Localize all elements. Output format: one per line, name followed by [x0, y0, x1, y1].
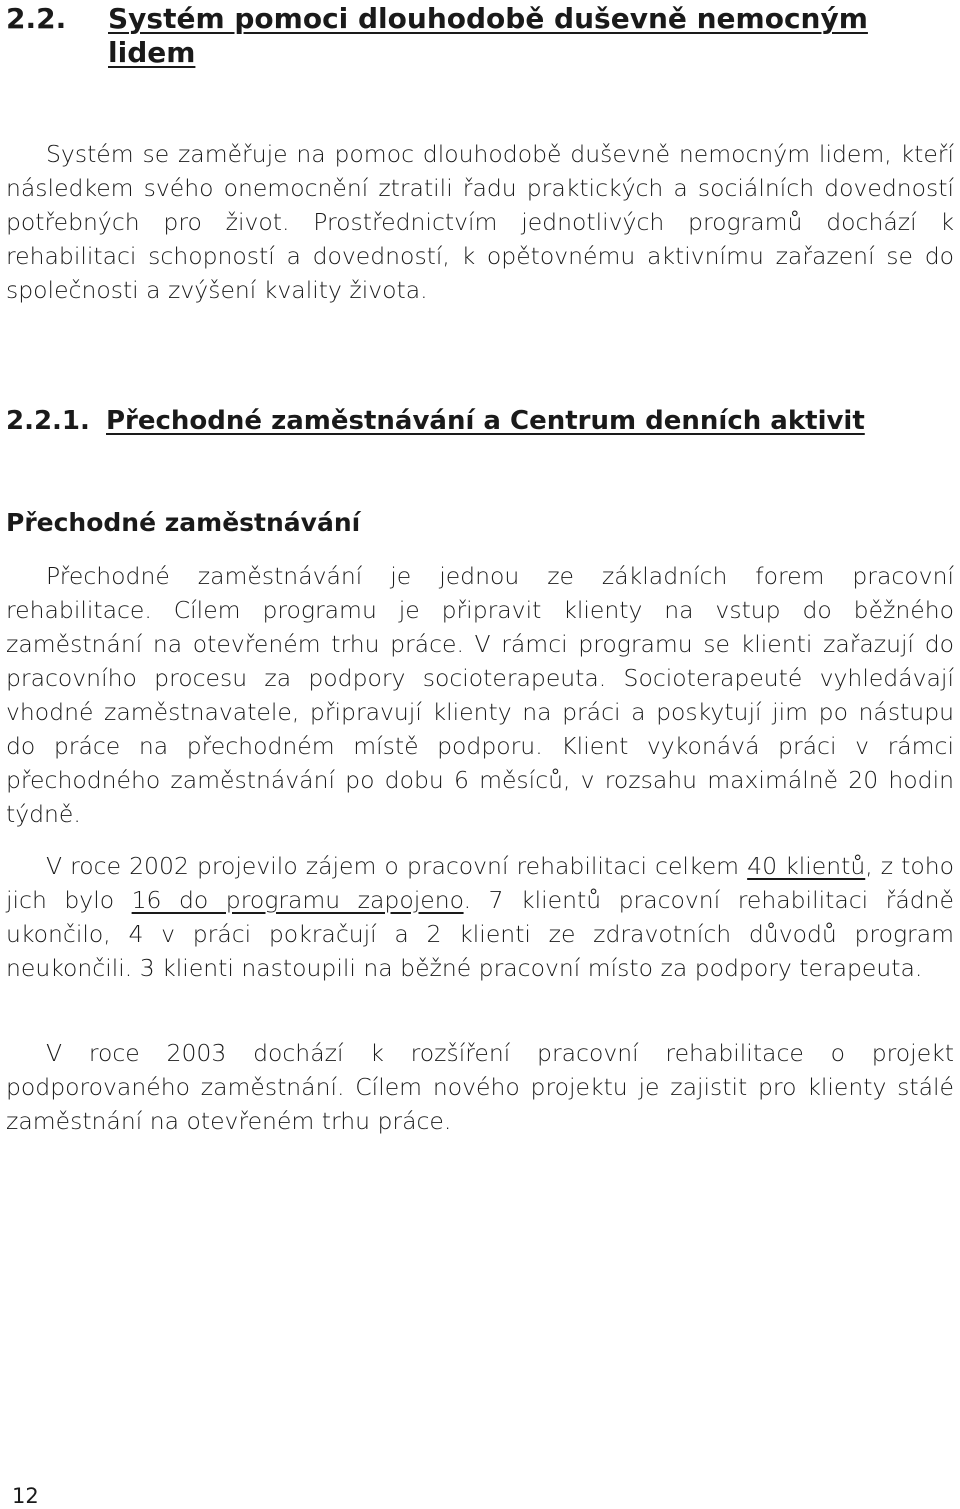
text-segment: . 7 klientů pracovní rehabilitaci řádně ukončilo, 4 v práci pokračují a 2 klienti ze zdravotních důvodů program neukončili. 3 klienti nastoupili na běžné pracovní místo za podpory terapeuta. [6, 886, 955, 982]
text-segment: , z toho jich bylo [6, 852, 955, 914]
paragraph-2002-statistics [6, 849, 954, 985]
section-heading [6, 2, 954, 70]
subsection-title: Přechodné zaměstnávání a Centrum denních aktivit [106, 406, 865, 436]
paragraph-2003-project: V roce 2003 dochází k rozšíření pracovní rehabilitace o projekt podporovaného zaměstnání. Cílem nového projektu je zajistit pro klienty stálé zaměstnání na otevřeném trhu práce. [6, 1039, 954, 1135]
subsection-heading [6, 404, 954, 438]
intro-paragraph: Systém se zaměřuje na pomoc dlouhodobě duševně nemocným lidem, kteří následkem svého onemocnění ztratili řadu praktických a sociálních dovedností potřebných pro život. Prostřednictvím jednotlivých programů dochází k rehabilitaci schopností a dovedností, k opětovnému aktivnímu zařazení se do společnosti a zvýšení kvality života. [6, 140, 954, 304]
section-number: 2.2. [6, 2, 67, 35]
text-segment: V roce 2002 projevilo zájem o pracovní rehabilitaci celkem [46, 852, 748, 880]
subheading: Přechodné zaměstnávání [6, 508, 361, 537]
paragraph-transitional-employment: Přechodné zaměstnávání je jednou ze základních forem pracovní rehabilitace. Cílem programu je připravit klienty na vstup do běžného zaměstnání na otevřeném trhu práce. V rámci programu se klienti zařazují do pracovního procesu za podpory socioterapeuta. Socioterapeuté vyhledávají vhodné zaměstnavatele, připravují klienty na práci a poskytují jim po nástupu do práce na přechodném místě podporu. Klient vykonává práci v rámci přechodného zaměstnávání po dobu 6 měsíců, v rozsahu maximálně 20 hodin týdně. [6, 562, 954, 828]
subsection-number: 2.2.1. [6, 406, 90, 436]
underlined-clients-count: 40 klientů [747, 852, 866, 880]
section-title: Systém pomoci dlouhodobě duševně nemocným lidem [108, 2, 868, 69]
underlined-enrolled-count: 16 do programu zapojeno [131, 886, 464, 914]
page-number: 12 [12, 1484, 39, 1508]
